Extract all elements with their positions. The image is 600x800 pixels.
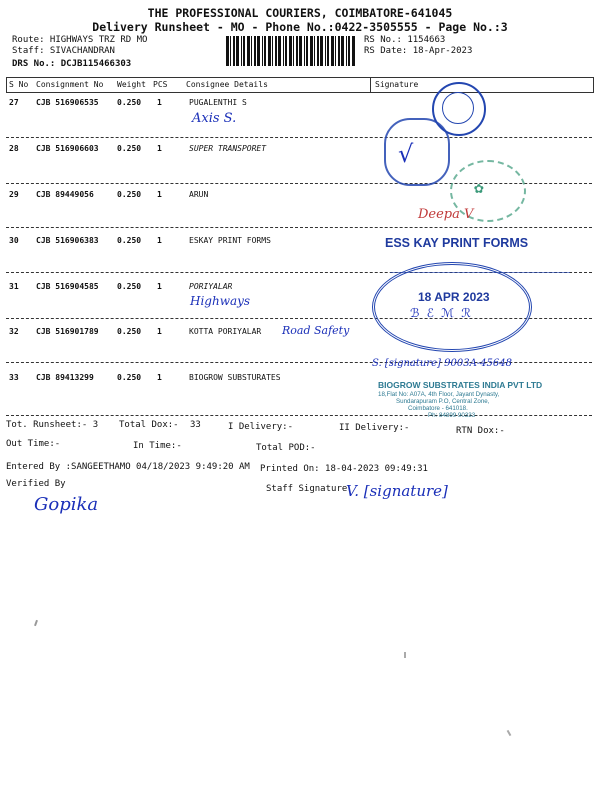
staff-label: Staff: SIVACHANDRAN [12, 46, 115, 56]
row-sno: 29 [9, 190, 19, 199]
row-pcs: 1 [157, 190, 162, 199]
branch-rect-stamp [384, 118, 450, 186]
stamp-signature-scribble: ℬ ℰ ℳ ℛ [410, 306, 471, 320]
barcode-bar [346, 36, 347, 66]
barcode-bar [257, 36, 260, 66]
barcode-bar [236, 36, 239, 66]
barcode-bar [352, 36, 355, 66]
row-consignee: PORIYALAR [189, 282, 233, 291]
row-pcs: 1 [157, 98, 162, 107]
barcode [226, 36, 356, 66]
row-consignee: ESKAY PRINT FORMS [189, 236, 271, 245]
biogrow-addr3: Coimbatore - 641018. [408, 405, 468, 412]
eskay-stamp-title: ESS KAY PRINT FORMS [385, 236, 529, 250]
barcode-bar [268, 36, 271, 66]
rs-date: RS Date: 18-Apr-2023 [364, 46, 473, 56]
scan-speck [404, 652, 406, 658]
row-sno: 32 [9, 327, 19, 336]
barcode-bar [251, 36, 252, 66]
col-consignment: Consignment No [36, 80, 104, 89]
checkmark-signature: √ [398, 140, 414, 168]
col-weight: Weight [117, 80, 146, 89]
printed-on: Printed On: 18-04-2023 09:49:31 [260, 464, 428, 474]
barcode-bar [262, 36, 263, 66]
row30-signature: Deepa V [418, 207, 474, 222]
barcode-bar [341, 36, 344, 66]
barcode-bar [310, 36, 313, 66]
barcode-bar [317, 36, 319, 66]
row-weight: 0.250 [117, 282, 142, 291]
handwritten-note: Highways [190, 294, 251, 308]
runsheet-title: Delivery Runsheet - MO - Phone No.:0422-3505555 - Page No.:3 [92, 20, 508, 34]
row-sno: 27 [9, 98, 19, 107]
row-weight: 0.250 [117, 190, 142, 199]
signature-divider [370, 77, 371, 93]
barcode-bar [226, 36, 229, 66]
barcode-bar [296, 36, 298, 66]
barcode-bar [230, 36, 231, 66]
barcode-bar [293, 36, 294, 66]
row-divider [6, 227, 592, 228]
barcode-bar [304, 36, 305, 66]
barcode-bar [278, 36, 281, 66]
col-signature: Signature [375, 80, 419, 89]
row-sno: 28 [9, 144, 19, 153]
row-consignment: CJB 516906603 [36, 144, 99, 153]
row-weight: 0.250 [117, 144, 142, 153]
biogrow-addr1: 18,Flat No: A07A, 4th Floor, Jayant Dynasty, [378, 391, 500, 398]
row-sno: 33 [9, 373, 19, 382]
row-consignee: SUPER TRANSPORET [189, 144, 267, 153]
barcode-bar [247, 36, 250, 66]
row-pcs: 1 [157, 236, 162, 245]
row33-signature: S. [signature] 9003A-45648 [372, 358, 512, 369]
row-consignment: CJB 516906535 [36, 98, 99, 107]
row-consignment: CJB 89413299 [36, 373, 94, 382]
barcode-bar [254, 36, 256, 66]
barcode-bar [285, 36, 287, 66]
barcode-bar [264, 36, 266, 66]
drs-number: DRS No.: DCJB115466303 [12, 59, 132, 69]
rtn-dox: RTN Dox:- [456, 426, 505, 436]
barcode-bar [314, 36, 315, 66]
barcode-bar [243, 36, 245, 66]
total-dox-label: Total Dox:- [119, 420, 179, 430]
barcode-bar [325, 36, 326, 66]
total-dox-value: 33 [190, 420, 201, 430]
row-sno: 30 [9, 236, 19, 245]
row-weight: 0.250 [117, 98, 142, 107]
row-consignment: CJB 89449056 [36, 190, 94, 199]
col-pcs: PCS [153, 80, 168, 89]
in-time: In Time:- [133, 441, 182, 451]
green-seal-glyph: ✿ [474, 178, 484, 197]
row-consignment: CJB 516906383 [36, 236, 99, 245]
row-weight: 0.250 [117, 236, 142, 245]
barcode-bar [241, 36, 242, 66]
staff-signature: V. [signature] [346, 482, 448, 500]
barcode-bar [272, 36, 273, 66]
row-consignee: BIOGROW SUBSTURATES [189, 373, 281, 382]
row-pcs: 1 [157, 327, 162, 336]
scan-speck [34, 620, 38, 626]
verified-by: Verified By [6, 479, 66, 489]
total-pod: Total POD:- [256, 443, 316, 453]
verified-signature: Gopika [34, 494, 99, 515]
barcode-bar [283, 36, 284, 66]
row-weight: 0.250 [117, 373, 142, 382]
row-pcs: 1 [157, 144, 162, 153]
biogrow-addr2: Sundarapuram P.O, Central Zone, [396, 398, 490, 405]
barcode-bar [335, 36, 336, 66]
handwritten-note: Road Safety [282, 324, 350, 337]
row-pcs: 1 [157, 373, 162, 382]
barcode-bar [338, 36, 340, 66]
company-title: THE PROFESSIONAL COURIERS, COIMBATORE-641045 [147, 6, 453, 20]
date-stamp-text: 18 APR 2023 [418, 290, 490, 304]
staff-signature-label: Staff Signature [266, 484, 348, 494]
row-sno: 31 [9, 282, 19, 291]
col-sno: S No [9, 80, 29, 89]
biogrow-phone: Ph: 84899 90333 [428, 412, 476, 419]
row-weight: 0.250 [117, 327, 142, 336]
handwritten-note: Axis S. [192, 111, 237, 126]
row-consignment: CJB 516901789 [36, 327, 99, 336]
scan-speck [507, 730, 512, 736]
barcode-bar [331, 36, 334, 66]
rs-number: RS No.: 1154663 [364, 35, 446, 45]
i-delivery: I Delivery:- [228, 422, 294, 432]
out-time: Out Time:- [6, 439, 61, 449]
row-consignee: KOTTA PORIYALAR [189, 327, 262, 336]
barcode-bar [348, 36, 350, 66]
row-pcs: 1 [157, 282, 162, 291]
barcode-bar [289, 36, 292, 66]
barcode-bar [327, 36, 329, 66]
col-consignee: Consignee Details [186, 80, 268, 89]
bank-round-seal-inner [442, 92, 474, 124]
row-consignee: PUGALENTHI S [189, 98, 247, 107]
barcode-bar [299, 36, 302, 66]
biogrow-name: BIOGROW SUBSTRATES INDIA PVT LTD [378, 380, 543, 390]
barcode-bar [320, 36, 323, 66]
entered-by: Entered By :SANGEETHAMO 04/18/2023 9:49:20 AM [6, 462, 250, 472]
barcode-bar [233, 36, 235, 66]
barcode-bar [306, 36, 308, 66]
row-consignee: ARUN [189, 190, 209, 199]
tot-runsheet: Tot. Runsheet:- 3 [6, 420, 99, 430]
barcode-bar [275, 36, 277, 66]
ii-delivery: II Delivery:- [339, 423, 410, 433]
route-label: Route: HIGHWAYS TRZ RD MO [12, 35, 148, 45]
row-divider [6, 137, 592, 138]
row-consignment: CJB 516904585 [36, 282, 99, 291]
